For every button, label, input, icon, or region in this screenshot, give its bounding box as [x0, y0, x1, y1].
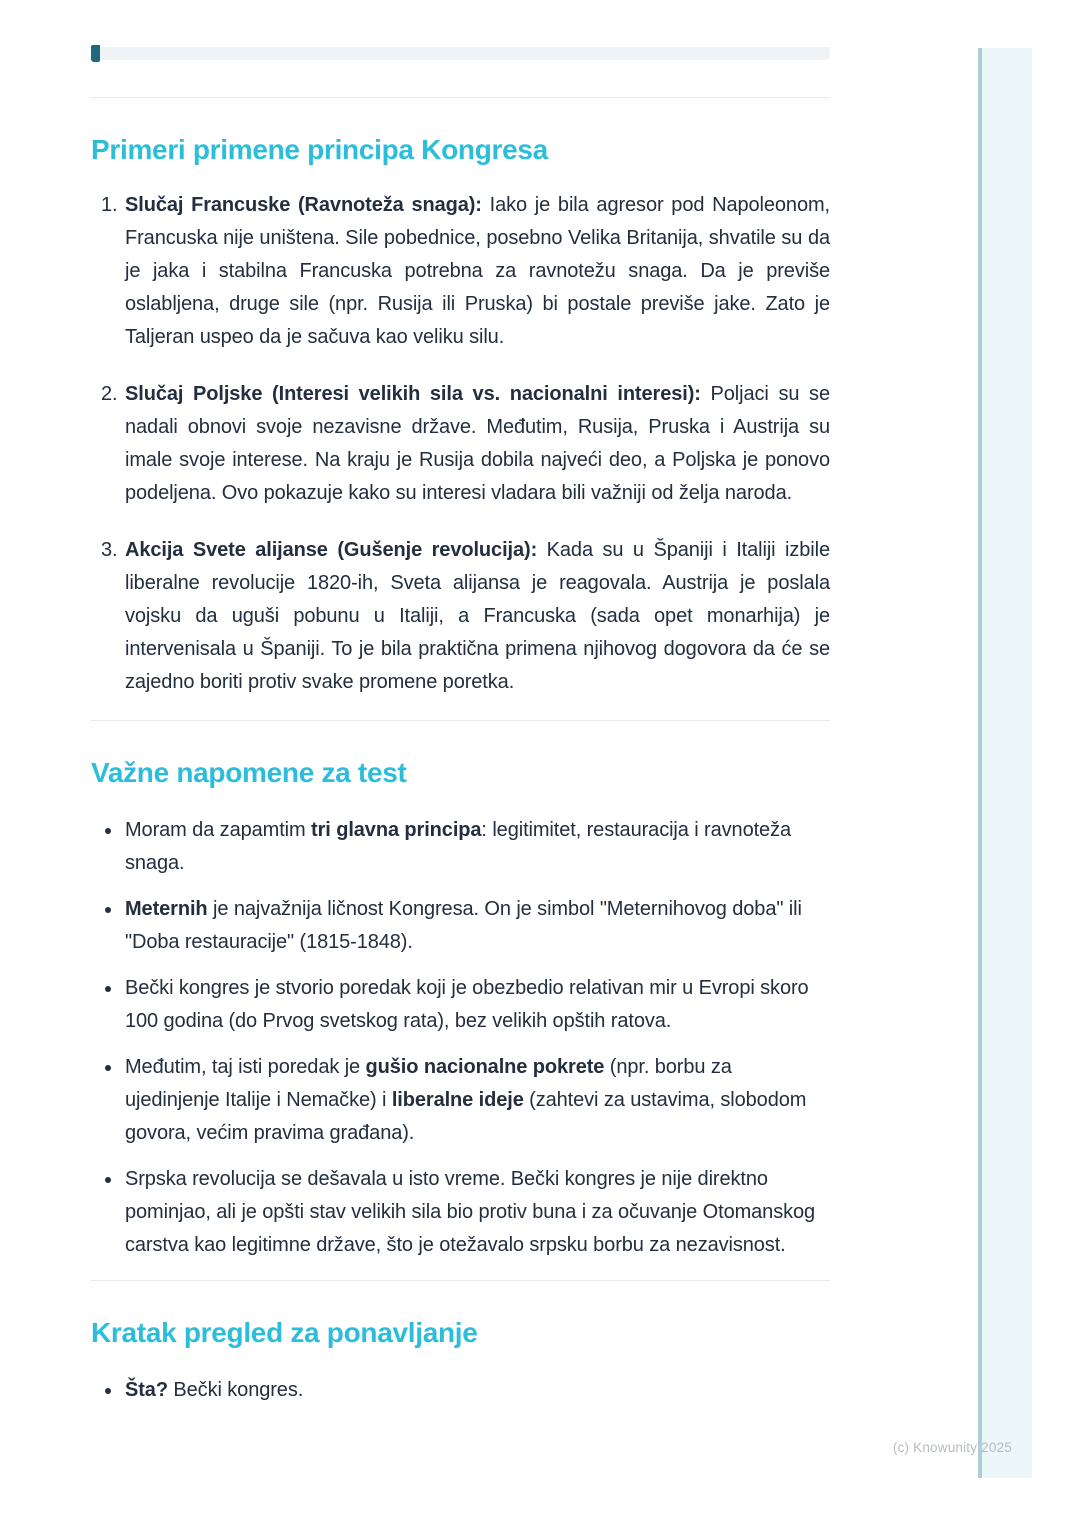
- text-segment: Međutim, taj isti poredak je: [125, 1056, 366, 1078]
- bold-text-segment: gušio nacionalne pokrete: [365, 1056, 605, 1078]
- text-segment: Bečki kongres je stvorio poredak koji je obezbedio relativan mir u Evropi skoro 100 godina (do Prvog svetskog rata), bez velikih opštih ratova.: [125, 977, 809, 1032]
- bold-text-segment: tri glavna principa: [311, 819, 482, 841]
- text-segment: je najvažnija ličnost Kongresa. On je simbol "Meternihovog doba" ili "Doba restauracije" (1815-1848).: [125, 898, 802, 953]
- section-heading-primeri: Primeri primene principa Kongresa: [91, 134, 548, 165]
- list-item-number: 1.: [101, 194, 118, 216]
- text-segment: (npr. borbu za ujedinjenje Italije i Nemačke) i: [125, 1056, 732, 1111]
- list-item-number: 2.: [101, 383, 118, 405]
- text-segment: : legitimitet, restauracija i ravnoteža snaga.: [125, 819, 791, 874]
- bold-text-segment: Slučaj Poljske (Interesi velikih sila vs. nacionalni interesi):: [125, 383, 701, 405]
- bullet-list-napomene: [91, 814, 830, 1262]
- list-item: [91, 893, 830, 959]
- section-divider: [91, 97, 830, 98]
- right-margin-accent-bar: [978, 48, 1032, 1478]
- callout-box-remnant: [91, 45, 830, 62]
- section-divider: [91, 720, 830, 721]
- bullet-list-pregled: [91, 1374, 830, 1407]
- ordered-list-primeri: [91, 189, 830, 699]
- text-segment: Moram da zapamtim: [125, 819, 312, 841]
- bold-text-segment: liberalne ideje: [391, 1089, 524, 1111]
- list-item: [91, 378, 830, 510]
- list-item: [91, 1163, 830, 1262]
- bold-text-segment: Slučaj Francuske (Ravnoteža snaga):: [125, 194, 482, 216]
- text-segment: Poljaci su se nadali obnovi svoje nezavisne države. Međutim, Rusija, Pruska i Austrija su imale svoje interese. Na kraju je Rusija dobila najveći deo, a Poljska je ponovo podeljena. Ovo pokazuje kako su interesi vladara bili važniji od želja naroda.: [125, 383, 830, 504]
- text-segment: Kada su u Španiji i Italiji izbile liberalne revolucije 1820-ih, Sveta alijansa je reagovala. Austrija je poslala vojsku da uguši pobunu u Italiji, a Francuska (sada opet monarhija) je intervenisala u Španiji. To je bila praktična primena njihovog dogovora da će se zajedno boriti protiv svake promene poretka.: [125, 539, 830, 693]
- list-item: [91, 1374, 830, 1407]
- list-item: [91, 534, 830, 699]
- list-item: [91, 1051, 830, 1150]
- text-segment: Srpska revolucija se dešavala u isto vreme. Bečki kongres je nije direktno pominjao, ali je opšti stav velikih sila bio protiv buna i za očuvanje Otomanskog carstva kao legitimne države, što je otežavalo srpsku borbu za nezavisnost.: [125, 1168, 816, 1256]
- section-heading-napomene: Važne napomene za test: [91, 757, 407, 788]
- callout-accent-bar: [91, 45, 100, 62]
- list-item: [91, 972, 830, 1038]
- callout-background-strip: [100, 47, 830, 60]
- text-segment: (zahtevi za ustavima, slobodom govora, većim pravima građana).: [125, 1089, 807, 1144]
- bold-text-segment: Meternih: [125, 898, 208, 920]
- list-item-number: 3.: [101, 539, 118, 561]
- text-segment: Iako je bila agresor pod Napoleonom, Francuska nije uništena. Sile pobednice, posebno Velika Britanija, shvatile su da je jaka i stabilna Francuska potrebna za ravnotežu snaga. Da je previše oslabljena, druge sile (npr. Rusija ili Pruska) bi postale previše jake. Zato je Taljeran uspeo da je sačuva kao veliku silu.: [125, 194, 830, 348]
- main-content-column: [91, 0, 830, 1407]
- list-item: [91, 814, 830, 880]
- list-item: [91, 189, 830, 354]
- bold-text-segment: Šta?: [125, 1379, 168, 1401]
- watermark-text: (c) Knowunity 2025: [892, 1440, 1012, 1455]
- section-divider: [91, 1280, 830, 1281]
- bold-text-segment: Akcija Svete alijanse (Gušenje revolucija):: [125, 539, 538, 561]
- section-heading-pregled: Kratak pregled za ponavljanje: [91, 1317, 478, 1348]
- text-segment: Bečki kongres.: [167, 1379, 304, 1401]
